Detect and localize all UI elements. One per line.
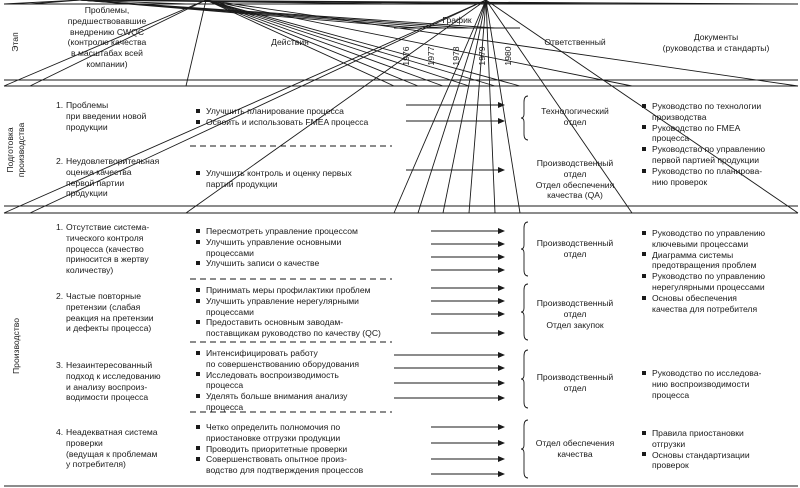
header-documents-line: (руководства и стандарты) [662, 42, 770, 53]
bullet-icon [196, 109, 200, 113]
bullet-icon [642, 252, 646, 256]
bullet-icon [196, 120, 200, 124]
responsible-line: Производственный [536, 372, 614, 382]
action-list [196, 285, 381, 339]
header-problems-line: предшествовавшие [67, 15, 147, 26]
action-item [196, 168, 352, 179]
responsible-line: Производственный [536, 158, 614, 168]
document-item [642, 123, 765, 134]
bullet-icon [196, 351, 200, 355]
bullet-icon [196, 299, 200, 303]
action-item-text: по совершенствованию оборудования [206, 358, 359, 369]
bullet-icon [196, 240, 200, 244]
document-item [642, 250, 765, 261]
year-label: 1980 [503, 46, 513, 66]
problem-text [66, 360, 161, 403]
action-item [196, 348, 359, 359]
header-documents [632, 32, 800, 54]
header-stage: Этап [10, 32, 20, 52]
document-item [642, 166, 765, 177]
document-item-text: нию проверок [652, 176, 708, 187]
document-item-text: качества для потребителя [652, 303, 758, 314]
document-item-text: первой партией продукции [652, 154, 759, 165]
bullet-icon [196, 457, 200, 461]
action-item-text: Улучшить записи о качестве [206, 258, 320, 269]
document-item-text: Правила приостановки [652, 428, 744, 438]
action-item [196, 106, 368, 117]
problem-number: 1. [56, 100, 64, 110]
document-item-text: Руководство по управлению [652, 271, 766, 282]
bullet-icon [196, 320, 200, 324]
problem-text [66, 222, 149, 276]
responsible-line: отдел [563, 116, 587, 127]
document-item-text: процесса [652, 133, 690, 144]
action-item [196, 444, 363, 455]
action-item [196, 317, 381, 328]
problem-text-line: приносится в жертву [66, 254, 149, 265]
action-item [196, 226, 358, 237]
action-item-text: партий продукции [206, 178, 278, 189]
grid-line [469, 0, 486, 213]
document-item-text: нерегулярными процессами [652, 281, 765, 292]
header-responsible: Ответственный [544, 37, 606, 47]
problem-text-line: Частые повторные [66, 291, 141, 301]
header-problems-line: компании) [86, 58, 128, 69]
problem-number: 3. [56, 360, 64, 370]
action-item-text: Интенсифицировать работу [206, 348, 318, 358]
document-item-text: предотвращения проблем [652, 260, 757, 271]
responsible-line: отдел [563, 382, 587, 393]
action-list [196, 226, 358, 269]
action-item [196, 258, 358, 269]
responsible-text [520, 106, 630, 128]
bullet-icon [196, 171, 200, 175]
bullet-icon [642, 296, 646, 300]
document-item-text: Руководство по планирова- [652, 165, 763, 176]
problem-text-line: продукции [66, 121, 108, 132]
responsible-line: качества [557, 448, 593, 459]
action-item-text: Предоставить основным заводам- [206, 317, 344, 328]
grid-line [486, 0, 520, 213]
action-list [196, 348, 359, 413]
bullet-icon [642, 274, 646, 278]
responsible-line: отдел [563, 248, 587, 259]
stage-label-line: Подготовка [5, 127, 15, 173]
problem-text-line: первой партии [66, 177, 125, 188]
problem-text-line: претензии (слабая [66, 301, 141, 312]
problem-text-line: количеству) [66, 265, 114, 276]
responsible-text [520, 372, 630, 394]
header-problems-line: (контролю качества [67, 37, 147, 48]
document-item-text: Руководство по FMEA [652, 122, 741, 133]
problem-text-line: Отсутствие система- [66, 222, 150, 232]
action-item-text: водство для подтверждения процессов [206, 465, 364, 476]
bullet-icon [642, 231, 646, 235]
document-list [642, 228, 765, 314]
stage-label-line: Производство [11, 317, 21, 375]
problem-text-line: оценка качества [66, 166, 132, 177]
document-item [642, 101, 765, 112]
bullet-icon [642, 104, 646, 108]
problem-text-line: (ведущая к проблемам [66, 448, 158, 459]
bullet-icon [196, 446, 200, 450]
year-label: 1978 [451, 46, 461, 66]
document-item [642, 271, 765, 282]
header-actions: Действия [271, 37, 309, 47]
bullet-icon [642, 371, 646, 375]
document-item [642, 293, 765, 304]
action-item-text: процессами [206, 306, 254, 317]
document-list [642, 428, 750, 471]
problem-text-line: при введении новой [66, 110, 147, 121]
stage-label [5, 123, 27, 178]
grid-line [394, 0, 486, 213]
responsible-line: Отдел обеспечения [535, 438, 615, 448]
header-problems-line: в масштабах всей [71, 48, 143, 59]
problem-text [66, 427, 158, 470]
year-label: 1976 [401, 46, 411, 66]
document-item-text: Основы обеспечения [652, 292, 737, 303]
bullet-icon [196, 288, 200, 292]
responsible-text [520, 158, 630, 201]
action-item [196, 237, 358, 248]
problem-number: 4. [56, 427, 64, 437]
action-item-text: приостановке отгрузки продукции [206, 432, 341, 443]
bullet-icon [196, 425, 200, 429]
action-item-text: поставщикам руководство по качеству (QC) [206, 328, 381, 339]
bullet-icon [196, 372, 200, 376]
stage-label [11, 318, 21, 374]
action-list [196, 106, 368, 128]
header-problems-line: внедрению CWQC [69, 26, 145, 37]
bullet-icon [642, 169, 646, 173]
action-item-text: процесса [206, 401, 244, 412]
responsible-line: Производственный [536, 238, 614, 248]
document-item [642, 428, 750, 439]
problem-text [66, 156, 159, 199]
document-item-text: Основы стандартизации [652, 449, 750, 460]
responsible-line: качества (QA) [547, 190, 603, 201]
document-item [642, 450, 750, 461]
action-item [196, 117, 368, 128]
action-item-text: Освоить и использовать FMEA процесса [206, 116, 369, 127]
action-item [196, 296, 381, 307]
problem-text-line: тического контроля [66, 232, 144, 243]
grid-line [486, 0, 495, 213]
problem-text-line: процесса (качество [66, 243, 144, 254]
problem-text-line: Неудовлетворительная [66, 156, 160, 166]
header-problems [34, 5, 180, 70]
action-list [196, 422, 363, 476]
responsible-line: Отдел закупок [546, 319, 604, 330]
year-label: 1977 [426, 46, 436, 66]
problem-number: 2. [56, 156, 64, 166]
action-item-text: Принимать меры профилактики проблем [206, 285, 371, 295]
bullet-icon [642, 125, 646, 129]
problem-text-line: и анализу воспроиз- [66, 381, 148, 392]
year-label: 1979 [477, 46, 487, 66]
document-item-text: проверок [652, 460, 689, 471]
document-item [642, 368, 761, 379]
action-item-text: Четко определить полномочия по [206, 422, 341, 432]
action-item [196, 391, 359, 402]
action-item [196, 370, 359, 381]
document-item-text: Руководство по управлению [652, 228, 766, 238]
document-item-text: производства [652, 111, 707, 122]
responsible-line: Производственный [536, 298, 614, 308]
bullet-icon [642, 431, 646, 435]
problem-text-line: водимости процесса [66, 392, 149, 403]
action-item-text: Улучшить управление основными [206, 236, 342, 247]
problem-text-line: реакция на претензии [66, 312, 154, 323]
problem-text-line: Незаинтересованный [66, 360, 153, 370]
document-item-text: Руководство по управлению [652, 144, 766, 155]
action-item-text: Исследовать воспроизводимость [206, 369, 339, 380]
document-item-text: процесса [652, 389, 690, 400]
document-item-text: нию воспроизводимости [652, 378, 750, 389]
problem-text [66, 291, 154, 334]
action-item [196, 454, 363, 465]
action-item-text: Пересмотреть управление процессом [206, 226, 358, 236]
action-item-text: Проводить приоритетные проверки [206, 443, 348, 454]
header-problems-line: Проблемы, [84, 5, 130, 15]
document-item-text: Руководство по технологии [652, 101, 762, 111]
responsible-line: Технологический [541, 106, 609, 116]
bullet-icon [642, 147, 646, 151]
action-item-text: Улучшить контроль и оценку первых [206, 168, 352, 178]
problem-text-line: и дефекты процесса) [66, 323, 152, 334]
responsible-line: отдел [563, 168, 587, 179]
action-item-text: процессами [206, 247, 254, 258]
action-item [196, 422, 363, 433]
bullet-icon [196, 229, 200, 233]
action-item-text: Совершенствовать опытное произ- [206, 454, 347, 465]
problem-text-line: продукции [66, 188, 108, 199]
action-list [196, 168, 352, 190]
action-item-text: процесса [206, 380, 244, 391]
action-item-text: Уделять больше внимания анализу [206, 391, 348, 402]
action-item [196, 285, 381, 296]
problem-text-line: подход к исследованию [66, 370, 161, 381]
bullet-icon [196, 394, 200, 398]
stage-label-line: производства [16, 122, 26, 178]
bullet-icon [196, 261, 200, 265]
action-item-text: Улучшить планирование процесса [206, 106, 344, 116]
responsible-text [520, 238, 630, 260]
document-item-text: отгрузки [652, 438, 686, 449]
responsible-line: отдел [563, 308, 587, 319]
bullet-icon [642, 452, 646, 456]
problem-text-line: Неадекватная система [66, 427, 158, 437]
problem-number: 1. [56, 222, 64, 232]
header-schedule: График [442, 15, 472, 25]
problem-text-line: проверки [66, 437, 103, 448]
problem-number: 2. [56, 291, 64, 301]
responsible-text [520, 298, 630, 330]
document-item-text: ключевыми процессами [652, 238, 749, 249]
header-documents-line: Документы [693, 32, 739, 42]
document-item [642, 228, 765, 239]
responsible-line: Отдел обеспечения [535, 179, 615, 190]
document-list [642, 101, 765, 187]
grid-line [443, 0, 486, 213]
problem-text-line: Проблемы [66, 100, 109, 110]
problem-text [66, 100, 146, 132]
document-item-text: Диаграмма системы [652, 249, 734, 260]
action-item-text: Улучшить управление нерегулярными [206, 295, 359, 306]
problem-text-line: у потребителя) [66, 459, 126, 470]
responsible-text [520, 438, 630, 460]
document-item-text: Руководство по исследова- [652, 368, 762, 378]
document-item [642, 144, 765, 155]
document-list [642, 368, 761, 400]
